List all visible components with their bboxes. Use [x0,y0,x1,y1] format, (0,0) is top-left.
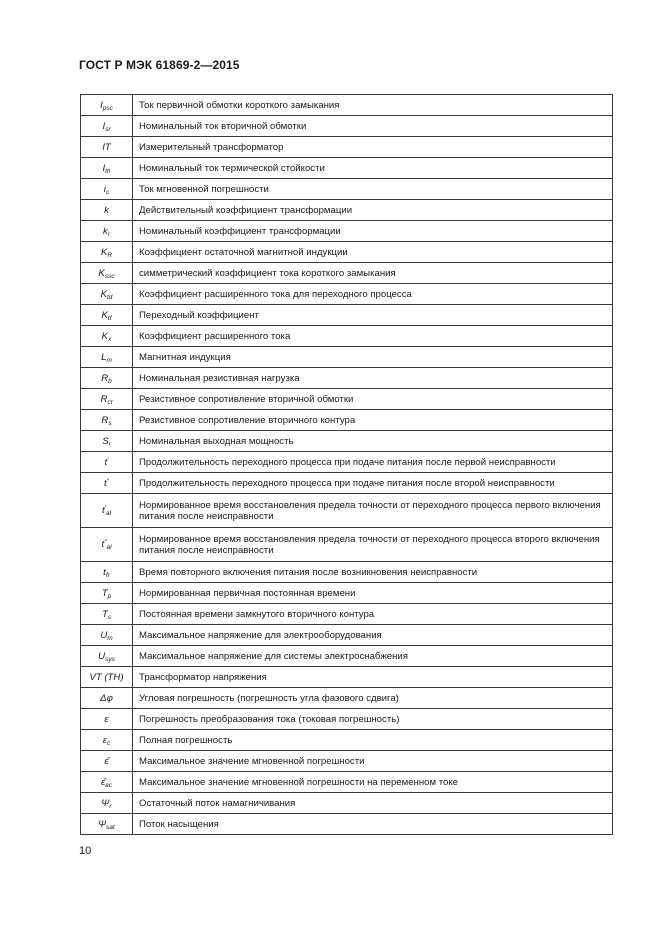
symbol-base: R [101,372,109,384]
symbol-subscript: r [107,230,110,238]
table-row [81,772,613,793]
symbol-cell [81,625,133,646]
symbol-base: K [100,246,108,258]
symbol-subscript: tf [107,314,112,322]
symbol-cell [81,410,133,431]
symbol-subscript: td [106,293,113,301]
symbols-table-body [81,95,613,835]
symbol-subscript: al [106,544,112,551]
symbol-cell [81,709,133,730]
table-row [81,583,613,604]
symbol-cell [81,326,133,347]
symbol-base: Ψ [101,797,110,809]
table-row [81,528,613,562]
symbol-cell [81,347,133,368]
description-cell: Действительный коэффициент трансформации [133,200,613,221]
description-cell: Коэффициент остаточной магнитной индукции [133,242,613,263]
symbol-base: IT [102,141,111,153]
symbol-cell [81,116,133,137]
table-row [81,158,613,179]
table-row [81,709,613,730]
symbol-cell [81,200,133,221]
symbol-subscript: sr [105,125,111,133]
symbol-subscript: psc [102,104,113,112]
description-cell: Остаточный поток намагничивания [133,793,613,814]
symbol-base: U [100,629,108,641]
table-row [81,431,613,452]
table-row [81,179,613,200]
description-cell: Коэффициент расширенного тока [133,326,613,347]
description-cell: Угловая погрешность (погрешность угла фазового сдвига) [133,688,613,709]
symbol-cell [81,793,133,814]
description-cell: Номинальный ток термической стойкости [133,158,613,179]
description-cell: Продолжительность переходного процесса при подаче питания после второй неисправности [133,473,613,494]
symbol-base: S [102,435,109,447]
symbol-base: t [102,505,105,516]
description-cell: Нормированное время восстановления предела точности от переходного процесса второго включения питания после неисправности [133,528,613,562]
table-row [81,814,613,835]
symbol-base: U [98,650,106,662]
symbol-cell [81,751,133,772]
symbol-cell [81,562,133,583]
description-cell: Нормированная первичная постоянная времени [133,583,613,604]
symbol-base: t [101,539,105,550]
symbol-cell [81,604,133,625]
symbol-base: t [104,477,107,489]
description-cell: Нормированное время восстановления предела точности от переходного процесса первого включения питания после неисправности [133,494,613,528]
description-cell: Максимальное напряжение для системы электроснабжения [133,646,613,667]
table-row [81,221,613,242]
symbol-base: R [101,414,109,426]
table-row [81,646,613,667]
table-row [81,284,613,305]
symbol-cell [81,452,133,473]
description-cell: Максимальное значение мгновенной погрешности на переменном токе [133,772,613,793]
description-cell: Номинальный коэффициент трансформации [133,221,613,242]
table-row [81,116,613,137]
symbol-subscript: m [106,356,112,364]
symbol-base: t [103,566,106,578]
table-row [81,625,613,646]
table-row [81,326,613,347]
symbol-superscript: ″ [106,477,109,485]
description-cell: Номинальный ток вторичной обмотки [133,116,613,137]
table-row [81,562,613,583]
table-row [81,452,613,473]
symbol-cell [81,646,133,667]
description-cell: Переходный коэффициент [133,305,613,326]
symbol-superscript: ″ [104,539,107,546]
table-row [81,688,613,709]
symbol-base: k [103,225,108,237]
description-cell: Погрешность преобразования тока (токовая погрешность) [133,709,613,730]
symbol-cell [81,688,133,709]
symbol-subscript: r [109,802,112,810]
description-cell: Измерительный трансформатор [133,137,613,158]
symbol-base: I [102,120,106,132]
symbol-subscript: c [105,188,110,196]
table-row [81,494,613,528]
symbol-base: R [100,393,108,405]
symbol-base: T [101,587,108,599]
symbol-cell [81,221,133,242]
symbol-base: K [101,309,108,321]
table-row [81,347,613,368]
symbol-cell [81,814,133,835]
symbol-cell [81,583,133,604]
symbol-cell [81,284,133,305]
symbol-cell [81,158,133,179]
description-cell: симметрический коэффициент тока короткого замыкания [133,263,613,284]
description-cell: Номинальная выходная мощность [133,431,613,452]
symbol-subscript: b [108,377,112,385]
symbol-base: I [100,99,103,111]
symbol-base: Ψ [98,818,107,830]
symbol-subscript: x [108,335,112,343]
table-row [81,389,613,410]
symbol-base: ε̂ [100,776,106,788]
symbol-cell [81,305,133,326]
symbol-cell [81,263,133,284]
symbol-cell [81,730,133,751]
symbol-base: L [101,351,107,363]
symbol-subscript: p [107,592,112,600]
description-cell: Продолжительность переходного процесса при подаче питания после первой неисправности [133,452,613,473]
description-cell: Резистивное сопротивление вторичной обмотки [133,389,613,410]
symbol-base: k [104,204,109,216]
symbol-cell [81,95,133,116]
table-row [81,751,613,772]
description-cell: Коэффициент расширенного тока для переходного процесса [133,284,613,305]
page-number: 10 [79,845,92,857]
symbol-subscript: al [105,510,111,517]
symbol-base: ε [102,734,107,746]
symbol-base: K [100,288,107,300]
description-cell: Полная погрешность [133,730,613,751]
table-row [81,368,613,389]
symbol-superscript: ′ [104,505,106,512]
table-row [81,730,613,751]
description-cell: Время повторного включения питания после возникновения неисправности [133,562,613,583]
table-row [81,95,613,116]
symbol-base: i [103,183,106,195]
table-row [81,305,613,326]
table-row [81,137,613,158]
symbol-subscript: ac [105,781,113,789]
description-cell: Максимальное напряжение для электрооборудования [133,625,613,646]
symbol-superscript: ′ [107,456,109,464]
symbol-subscript: c [106,739,111,747]
description-cell: Магнитная индукция [133,347,613,368]
symbol-base: K [101,330,109,342]
symbol-cell [81,431,133,452]
symbols-table [80,94,613,835]
symbol-subscript: R [107,251,113,259]
symbol-cell [81,528,133,562]
symbol-cell [81,473,133,494]
symbol-base: t [104,456,108,468]
symbol-subscript: fr [105,571,110,579]
table-row [81,410,613,431]
table-row [81,263,613,284]
table-row [81,473,613,494]
symbol-cell [81,772,133,793]
symbol-base: Δφ [100,692,113,704]
description-cell: Максимальное значение мгновенной погрешности [133,751,613,772]
description-cell: Номинальная резистивная нагрузка [133,368,613,389]
table-row [81,200,613,221]
symbol-cell [81,242,133,263]
symbol-subscript: sys [105,655,115,663]
symbol-base: ε̂ [104,755,109,767]
symbol-cell [81,179,133,200]
symbol-subscript: sat [106,823,115,831]
description-cell: Резистивное сопротивление вторичного контура [133,410,613,431]
description-cell: Ток первичной обмотки короткого замыкания [133,95,613,116]
symbol-cell [81,368,133,389]
symbol-base: ε [104,713,109,725]
symbol-subscript: ct [107,398,113,406]
symbol-subscript: m [107,634,113,642]
symbol-base: I [102,162,106,174]
document-header: ГОСТ Р МЭК 61869-2—2015 [79,58,240,72]
symbol-cell [81,667,133,688]
symbol-base: T [101,608,108,620]
symbol-cell [81,137,133,158]
symbol-cell [81,389,133,410]
table-row [81,667,613,688]
symbol-base: K [98,267,105,279]
symbol-subscript: s [107,613,112,621]
description-cell: Поток насыщения [133,814,613,835]
symbol-cell [81,494,133,528]
description-cell: Трансформатор напряжения [133,667,613,688]
table-row [81,793,613,814]
symbol-subscript: s [108,419,112,427]
table-row [81,604,613,625]
symbol-subscript: th [105,167,111,175]
description-cell: Постоянная времени замкнутого вторичного контура [133,604,613,625]
symbol-subscript: ssc [104,272,115,280]
table-row [81,242,613,263]
symbol-base: VT (TH) [89,671,124,683]
symbol-subscript: r [108,440,111,448]
description-cell: Ток мгновенной погрешности [133,179,613,200]
